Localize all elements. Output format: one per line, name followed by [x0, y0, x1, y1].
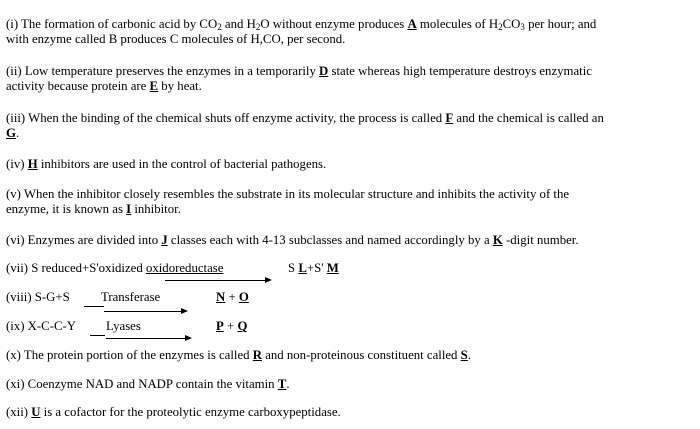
blank-f: F — [445, 111, 454, 125]
question-9-right: P + Q — [216, 319, 248, 333]
question-1-line-2: with enzyme called B produces C molecules of H,CO, per second. — [6, 32, 346, 46]
blank-e: E — [149, 79, 159, 93]
enzyme-lyases: Lyases — [106, 319, 141, 333]
question-7-left: (vii) S reduced+S'oxidized oxidoreductase — [6, 261, 224, 275]
question-11: (xi) Coenzyme NAD and NADP contain the vitamin T. — [6, 377, 290, 391]
blank-p: P — [216, 319, 224, 333]
blank-t: T — [277, 377, 287, 391]
question-3: (iii) When the binding of the chemical shuts off enzyme activity, the process is called F and the chemical is called an G. — [6, 111, 604, 140]
question-9-left: (ix) X-C-C-Y — [6, 319, 77, 333]
enzyme-transferase: Transferase — [101, 290, 161, 304]
reaction-arrow-9 — [106, 338, 190, 339]
question-1-line-1: (i) The formation of carbonic acid by $CO_2$ and $H_2O$ without enzyme produces A molecules of $H_2CO_3$ per hour; and — [6, 17, 597, 32]
question-2: (ii) Low temperature preserves the enzymes in a temporarily D state whereas high temperature destroys enzymatic activity because protein are E by heat. — [6, 64, 592, 93]
blank-s: S — [460, 348, 468, 362]
blank-q: Q — [237, 319, 248, 333]
blank-d: D — [319, 64, 329, 78]
question-5: (v) When the inhibitor closely resembles the substrate in its molecular structure and inhibits the activity of the enzyme, it is known as I inhibitor. — [6, 187, 570, 216]
blank-a: A — [407, 17, 417, 31]
blank-m: M — [326, 261, 339, 275]
blank-i: I — [126, 202, 132, 216]
blank-g: G — [6, 126, 16, 140]
question-6: (vi) Enzymes are divided into J classes each with 4-13 subclasses and named accordingly by a K -digit number. — [6, 233, 579, 247]
question-8-right: N + O — [216, 290, 249, 304]
blank-o: O — [238, 290, 249, 304]
enzyme-oxidoreductase: oxidoreductase — [145, 261, 224, 275]
underline-8 — [84, 306, 104, 307]
reaction-arrow-8 — [104, 311, 186, 312]
blank-u: U — [31, 405, 41, 419]
blank-l: L — [298, 261, 307, 275]
blank-h: H — [27, 157, 38, 171]
reaction-arrow-7 — [165, 280, 270, 281]
question-7-right: S L+S' M — [288, 261, 339, 275]
blank-n: N — [216, 290, 226, 304]
question-10: (x) The protein portion of the enzymes is called R and non-proteinous constituent called S. — [6, 348, 471, 362]
question-4: (iv) H inhibitors are used in the control of bacterial pathogens. — [6, 157, 327, 171]
underline-9 — [90, 335, 105, 336]
question-8-left: (viii) S-G+S — [6, 290, 70, 304]
blank-k: K — [492, 233, 503, 247]
blank-j: J — [161, 233, 168, 247]
question-12: (xii) U is a cofactor for the proteolytic enzyme carboxypeptidase. — [6, 405, 341, 419]
blank-r: R — [252, 348, 262, 362]
question-1 — [6, 17, 692, 47]
